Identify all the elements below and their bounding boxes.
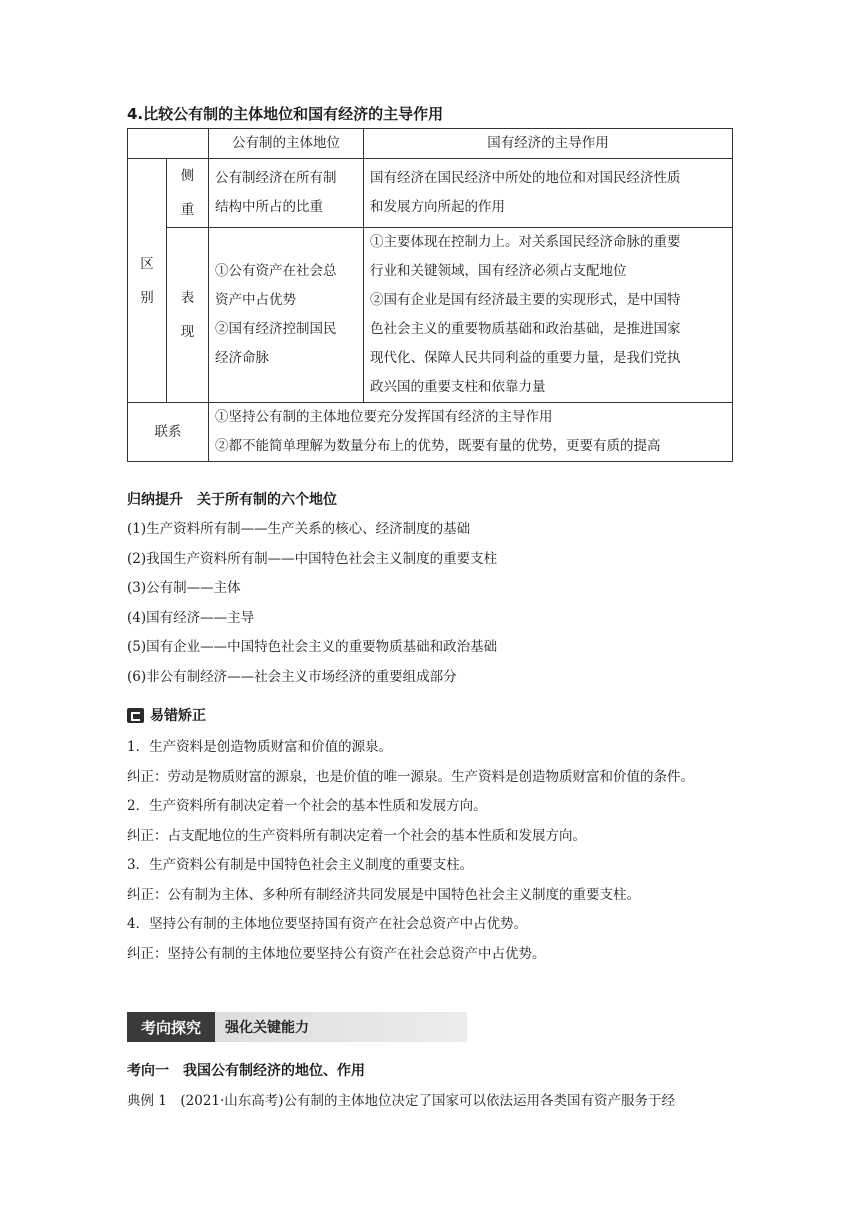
list-item: (2)我国生产资料所有制——中国特色社会主义制度的重要支柱 <box>127 550 498 567</box>
error-correction-icon <box>127 708 144 723</box>
cell-connection: ①坚持公有制的主体地位要充分发挥国有经济的主导作用 ②都不能简单理解为数量分布上的优势，既要有量的优势，更要有质的提高 <box>209 403 733 462</box>
table-row <box>128 159 733 228</box>
list-item: 纠正：占支配地位的生产资料所有制决定着一个社会的基本性质和发展方向。 <box>127 827 586 844</box>
banner-light-label: 强化关键能力 <box>225 1020 310 1036</box>
row-label-manifestation: 表 现 <box>167 228 209 403</box>
list-item: (1)生产资料所有制——生产关系的核心、经济制度的基础 <box>127 521 471 537</box>
cell-manifestation-state: ①主要体现在控制力上。对关系国民经济命脉的重要 行业和关键领域，国有经济必须占支配地位 ②国有企业是国有经济最主要的实现形式，是中国特 色社会主义的重要物质基础和政治基础，是推进国家 现代化、保障人民共同利益的重要力量，是我们党执 政兴国的重要支柱和依靠力量 <box>364 228 733 403</box>
row-label-emphasis: 侧 重 <box>167 159 209 228</box>
cell-emphasis-public: 公有制经济在所有制 结构中所占的比重 <box>209 159 364 228</box>
list-item: (5)国有企业——中国特色社会主义的重要物质基础和政治基础 <box>127 639 498 655</box>
table-row <box>128 228 733 403</box>
table-row <box>128 403 733 462</box>
section-title: 4.比较公有制的主体地位和国有经济的主导作用 <box>127 105 444 123</box>
section-banner <box>127 1012 467 1042</box>
list-item: 1．生产资料是创造物质财富和价值的源泉。 <box>127 739 393 755</box>
list-item: 3．生产资料公有制是中国特色社会主义制度的重要支柱。 <box>127 857 474 873</box>
header-public-ownership: 公有制的主体地位 <box>209 129 364 159</box>
example-text: 典例 1 (2021·山东高考)公有制的主体地位决定了国家可以依法运用各类国有资产服务于经 <box>127 1093 676 1109</box>
list-item: 纠正：劳动是物质财富的源泉，也是价值的唯一源泉。生产资料是创造物质财富和价值的条件。 <box>127 768 694 785</box>
list-item: (4)国有经济——主导 <box>127 609 255 626</box>
banner-dark-label: 考向探究 <box>127 1012 215 1042</box>
list-item: (3)公有制——主体 <box>127 580 241 596</box>
list-item: 4．坚持公有制的主体地位要坚持国有资产在社会总资产中占优势。 <box>127 916 528 932</box>
error-correction-heading <box>127 705 206 725</box>
cell-manifestation-public: ①公有资产在社会总 资产中占优势 ②国有经济控制国民 经济命脉 <box>209 228 364 403</box>
summary-title: 归纳提升 关于所有制的六个地位 <box>127 492 337 508</box>
error-correction-list <box>127 733 737 969</box>
row-label-connection: 联系 <box>128 403 209 462</box>
list-item: 纠正：公有制为主体、多种所有制经济共同发展是中国特色社会主义制度的重要支柱。 <box>127 886 640 903</box>
list-item: (6)非公有制经济——社会主义市场经济的重要组成部分 <box>127 668 457 685</box>
summary-list <box>127 515 497 692</box>
group-label-difference: 区 别 <box>128 159 167 403</box>
comparison-table <box>127 128 733 462</box>
direction-title: 考向一 我国公有制经济的地位、作用 <box>127 1063 365 1079</box>
error-correction-title: 易错矫正 <box>150 708 206 724</box>
header-state-economy: 国有经济的主导作用 <box>364 129 733 159</box>
cell-emphasis-state: 国有经济在国民经济中所处的地位和对国民经济性质 和发展方向所起的作用 <box>364 159 733 228</box>
table-header-row <box>128 129 733 159</box>
list-item: 2．生产资料所有制决定着一个社会的基本性质和发展方向。 <box>127 798 487 814</box>
list-item: 纠正：坚持公有制的主体地位要坚持公有资产在社会总资产中占优势。 <box>127 945 546 962</box>
